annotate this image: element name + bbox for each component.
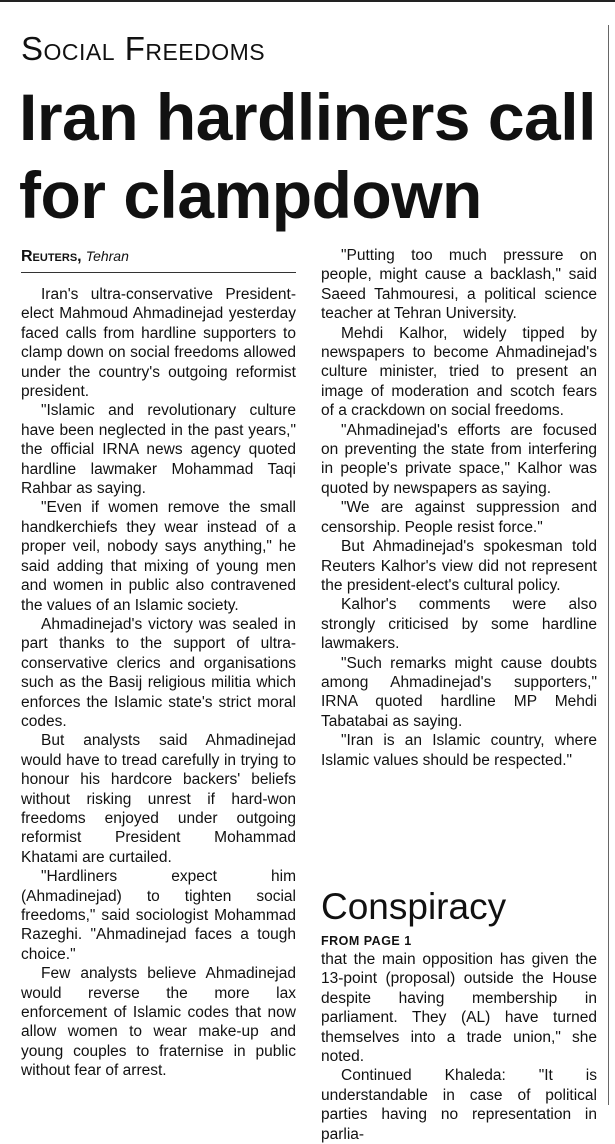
paragraph: Continued Khaleda: "It is understandable in case of political parties having no representation in parlia-: [321, 1067, 597, 1143]
paragraph: "Such remarks might cause doubts among Ahmadinejad's supporters," IRNA quoted hardline MP Mehdi Tabatabai as saying.: [321, 654, 597, 730]
paragraph: Ahmadinejad's victory was sealed in part thanks to the support of ultra-conservative clerics and organisations such as the Basij religious militia which enforces the Islamic state's strict moral codes.: [21, 615, 296, 730]
byline: [21, 246, 296, 267]
paragraph: "Hardliners expect him (Ahmadinejad) to tighten social freedoms," said sociologist Mohammad Razeghi. "Ahmadinejad faces a tough choice.": [21, 868, 296, 963]
paragraph: "Ahmadinejad's efforts are focused on preventing the state from interfering in people's private space," Kalhor was quoted by newspapers as saying.: [321, 421, 597, 497]
paragraph: Iran's ultra-conservative President-elect Mahmoud Ahmadinejad yesterday faced calls from hardline supporters to clamp down on social freedoms allowed under the country's outgoing reformist president.: [21, 286, 296, 401]
paragraph: Kalhor's comments were also strongly criticised by some hardline lawmakers.: [321, 596, 597, 653]
from-page-label: FROM PAGE 1: [321, 934, 412, 948]
paragraph: But Ahmadinejad's spokesman told Reuters Kalhor's view did not represent the president-elect's cultural policy.: [321, 538, 597, 594]
paragraph: "Putting too much pressure on people, might cause a backlash," said Saeed Tahmouresi, a political science teacher at Tehran University.: [321, 247, 597, 323]
section-label: Social Freedoms: [21, 30, 266, 67]
article-column-left: [21, 285, 296, 1081]
continuation-column: [321, 950, 597, 1144]
top-rule: [0, 0, 615, 2]
paragraph: "Even if women remove the small handkerchiefs they wear instead of a proper veil, nobody says anything," he said adding that mixing of young men and women in public also contravened the values of an Islamic society.: [21, 499, 296, 614]
continuation-headline: Conspiracy: [321, 886, 507, 927]
paragraph: Few analysts believe Ahmadinejad would reverse the more lax enforcement of Islamic codes that now allow women to wear make-up and young couples to fraternise in public without fear of arrest.: [21, 965, 296, 1080]
byline-place: Tehran: [85, 248, 129, 264]
byline-rule: [21, 272, 296, 273]
paragraph: But analysts said Ahmadinejad would have to tread carefully in trying to honour his hardcore backers' beliefs without risking unrest if hard-won freedoms enjoyed under outgoing reformist President Mohammad Khatami are curtailed.: [21, 732, 296, 866]
article-column-right: [321, 246, 597, 770]
paragraph: that the main opposition has given the 13-point (proposal) outside the House despite having membership in parliament. They (AL) have turned themselves into a trade union," she noted.: [321, 951, 597, 1066]
paragraph: "We are against suppression and censorship. People resist force.": [321, 499, 597, 536]
paragraph: Mehdi Kalhor, widely tipped by newspapers to become Ahmadinejad's culture minister, tried to present an image of moderation and scotch fears of a crackdown on social freedoms.: [321, 324, 597, 420]
byline-agency: Reuters,: [21, 248, 82, 265]
paragraph: "Iran is an Islamic country, where Islamic values should be respected.": [321, 732, 597, 769]
paragraph: "Islamic and revolutionary culture have been neglected in the past years," the official IRNA news agency quoted hardline lawmaker Mohammad Taqi Rahbar as saying.: [21, 402, 296, 498]
headline: Iran hardliners call for clampdown: [19, 80, 596, 232]
